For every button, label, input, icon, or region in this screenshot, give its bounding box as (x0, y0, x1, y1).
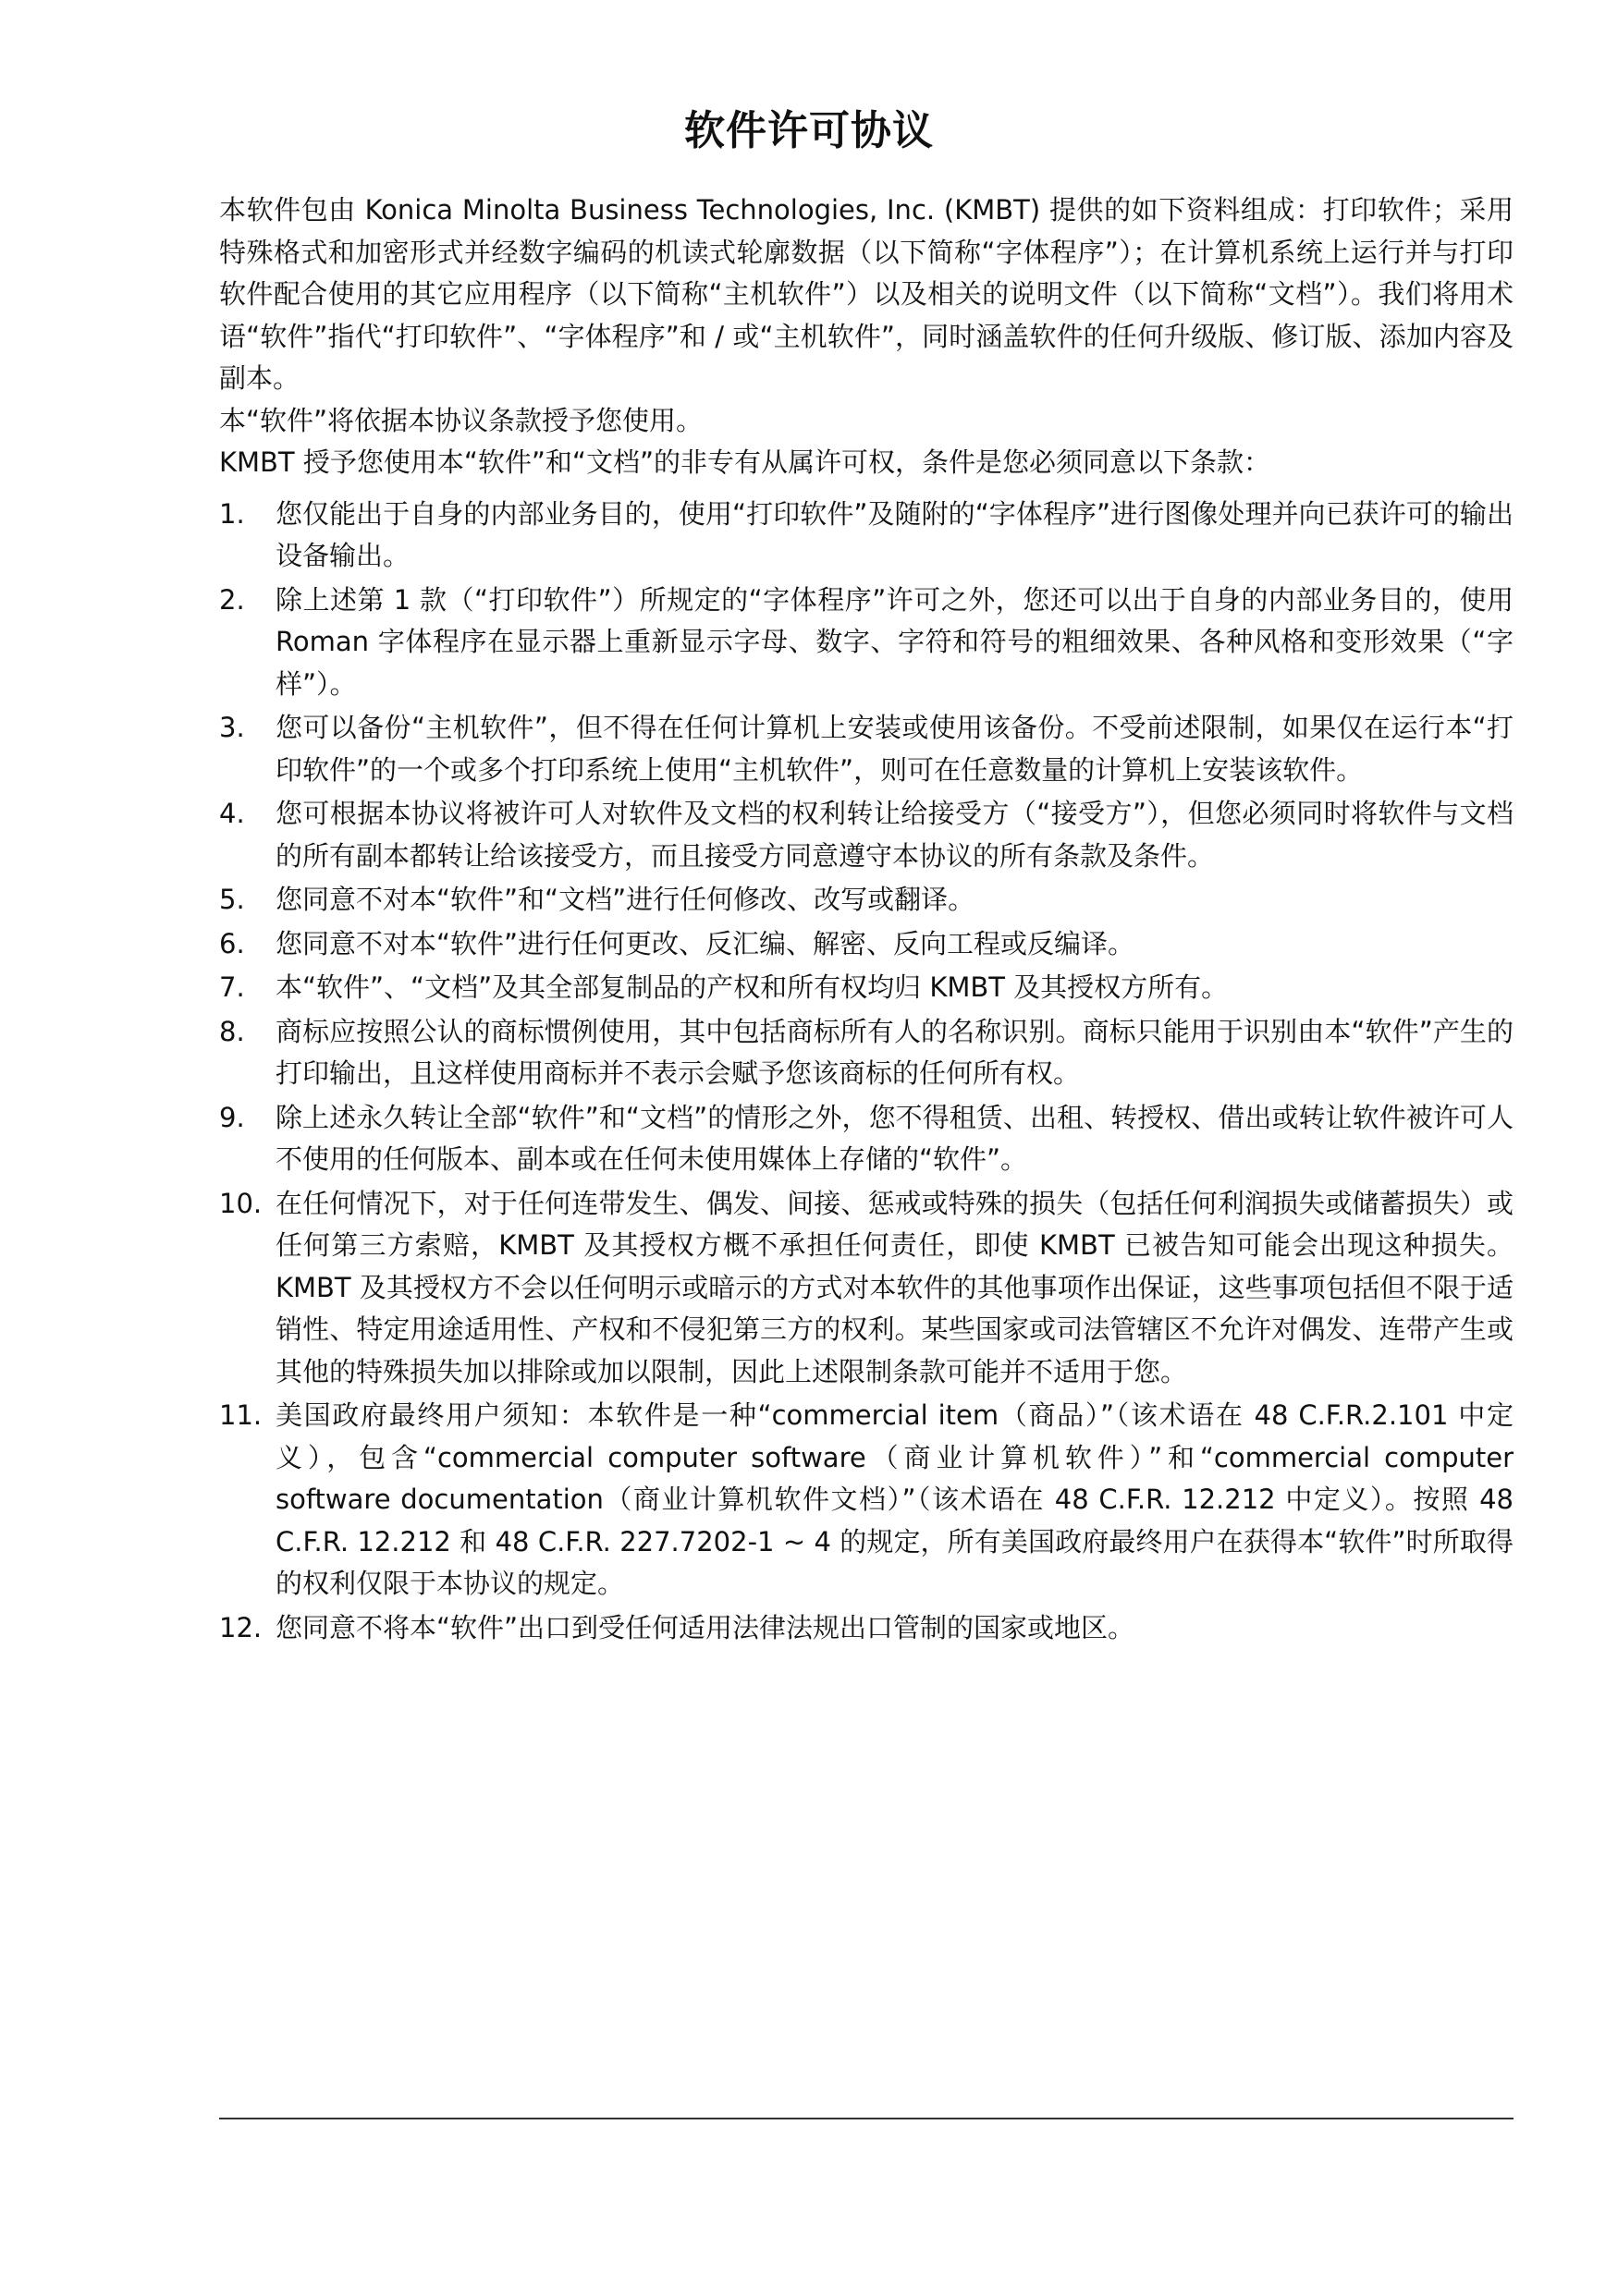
item-number: 2. (219, 583, 245, 616)
item-text: 您同意不将本“软件”出口到受任何适用法律法规出口管制的国家或地区。 (276, 1611, 1135, 1643)
list-item (219, 494, 1514, 578)
page-title: 软件许可协议 (684, 107, 934, 154)
item-number: 12. (219, 1611, 263, 1643)
list-item (219, 967, 1514, 1009)
item-text: 本“软件”、“文档”及其全部复制品的产权和所有权均归 KMBT 及其授权方所有。 (276, 971, 1229, 1003)
item-text: 您同意不对本“软件”进行任何更改、反汇编、解密、反向工程或反编译。 (276, 927, 1135, 959)
item-text: 美国政府最终用户须知：本软件是一种“commercial item（商品）”（该术语在 48 C.F.R.2.101 中定义），包含“commercial computer software（商业计算机软件）”和“commercial computer software documentation（商业计算机软件文档）”（该术语在 48 C.F.R. 12.212 中定义）。按照 48 C.F.R. 12.212 和 48 C.F.R. 227.7202-1 ~ 4 的规定，所有美国政府最终用户在获得本“软件”时所取得的权利仅限于本协议的规定。 (276, 1399, 1514, 1599)
item-number: 8. (219, 1015, 245, 1047)
license-body (219, 189, 1514, 1649)
item-number: 6. (219, 927, 245, 959)
item-number: 11. (219, 1399, 263, 1431)
item-text: 在任何情况下，对于任何连带发生、偶发、间接、惩戒或特殊的损失（包括任何利润损失或储蓄损失）或任何第三方索赔，KMBT 及其授权方概不承担任何责任，即使 KMBT 已被告知可能会出现这种损失。KMBT 及其授权方不会以任何明示或暗示的方式对本软件的其他事项作出保证，这些事项包括但不限于适销性、特定用途适用性、产权和不侵犯第三方的权利。某些国家或司法管辖区不允许对偶发、连带产生或其他的特殊损失加以排除或加以限制，因此上述限制条款可能并不适用于您。 (276, 1187, 1514, 1387)
list-item (219, 580, 1514, 706)
conditions-paragraph: KMBT 授予您使用本“软件”和“文档”的非专有从属许可权，条件是您必须同意以下条款： (219, 446, 1270, 478)
list-item (219, 879, 1514, 922)
intro-paragraph: 本软件包由 Konica Minolta Business Technologies, Inc. (KMBT) 提供的如下资料组成：打印软件；采用特殊格式和加密形式并经数字编码的机读式轮廓数据（以下简称“字体程序”）；在计算机系统上运行并与打印软件配合使用的其它应用程序（以下简称“主机软件”）以及相关的说明文件（以下简称“文档”）。我们将用术语“软件”指代“打印软件”、“字体程序”和 / 或“主机软件”，同时涵盖软件的任何升级版、修订版、添加内容及副本。 (219, 194, 1514, 394)
item-number: 1. (219, 497, 245, 530)
list-item (219, 1395, 1514, 1606)
list-item (219, 1183, 1514, 1394)
item-number: 4. (219, 798, 245, 829)
item-number: 10. (219, 1187, 263, 1219)
list-item (219, 793, 1514, 877)
grant-paragraph: 本“软件”将依据本协议条款授予您使用。 (219, 404, 704, 436)
list-item (219, 1011, 1514, 1095)
item-text: 除上述第 1 款（“打印软件”）所规定的“字体程序”许可之外，您还可以出于自身的内部业务目的，使用 Roman 字体程序在显示器上重新显示字母、数字、字符和符号的粗细效果、各种风格和变形效果（“字样”）。 (276, 583, 1514, 700)
item-number: 7. (219, 971, 245, 1003)
item-number: 3. (219, 712, 245, 743)
list-item (219, 707, 1514, 791)
item-number: 9. (219, 1101, 245, 1133)
item-text: 商标应按照公认的商标惯例使用，其中包括商标所有人的名称识别。商标只能用于识别由本“软件”产生的打印输出，且这样使用商标并不表示会赋予您该商标的任何所有权。 (276, 1015, 1514, 1089)
list-item (219, 1607, 1514, 1650)
item-text: 您仅能出于自身的内部业务目的，使用“打印软件”及随附的“字体程序”进行图像处理并向已获许可的输出设备输出。 (276, 497, 1514, 571)
item-number: 5. (219, 884, 245, 915)
list-item (219, 923, 1514, 966)
item-text: 您可以备份“主机软件”，但不得在任何计算机上安装或使用该备份。不受前述限制，如果仅在运行本“打印软件”的一个或多个打印系统上使用“主机软件”，则可在任意数量的计算机上安装该软件。 (276, 712, 1514, 786)
list-item (219, 1097, 1514, 1181)
item-text: 您可根据本协议将被许可人对软件及文档的权利转让给接受方（“接受方”），但您必须同时将软件与文档的所有副本都转让给该接受方，而且接受方同意遵守本协议的所有条款及条件。 (276, 798, 1514, 872)
footer-divider (219, 2118, 1514, 2119)
item-text: 您同意不对本“软件”和“文档”进行任何修改、改写或翻译。 (276, 884, 975, 915)
terms-list (219, 494, 1514, 1650)
item-text: 除上述永久转让全部“软件”和“文档”的情形之外，您不得租赁、出租、转授权、借出或转让软件被许可人不使用的任何版本、副本或在任何未使用媒体上存储的“软件”。 (276, 1101, 1514, 1175)
